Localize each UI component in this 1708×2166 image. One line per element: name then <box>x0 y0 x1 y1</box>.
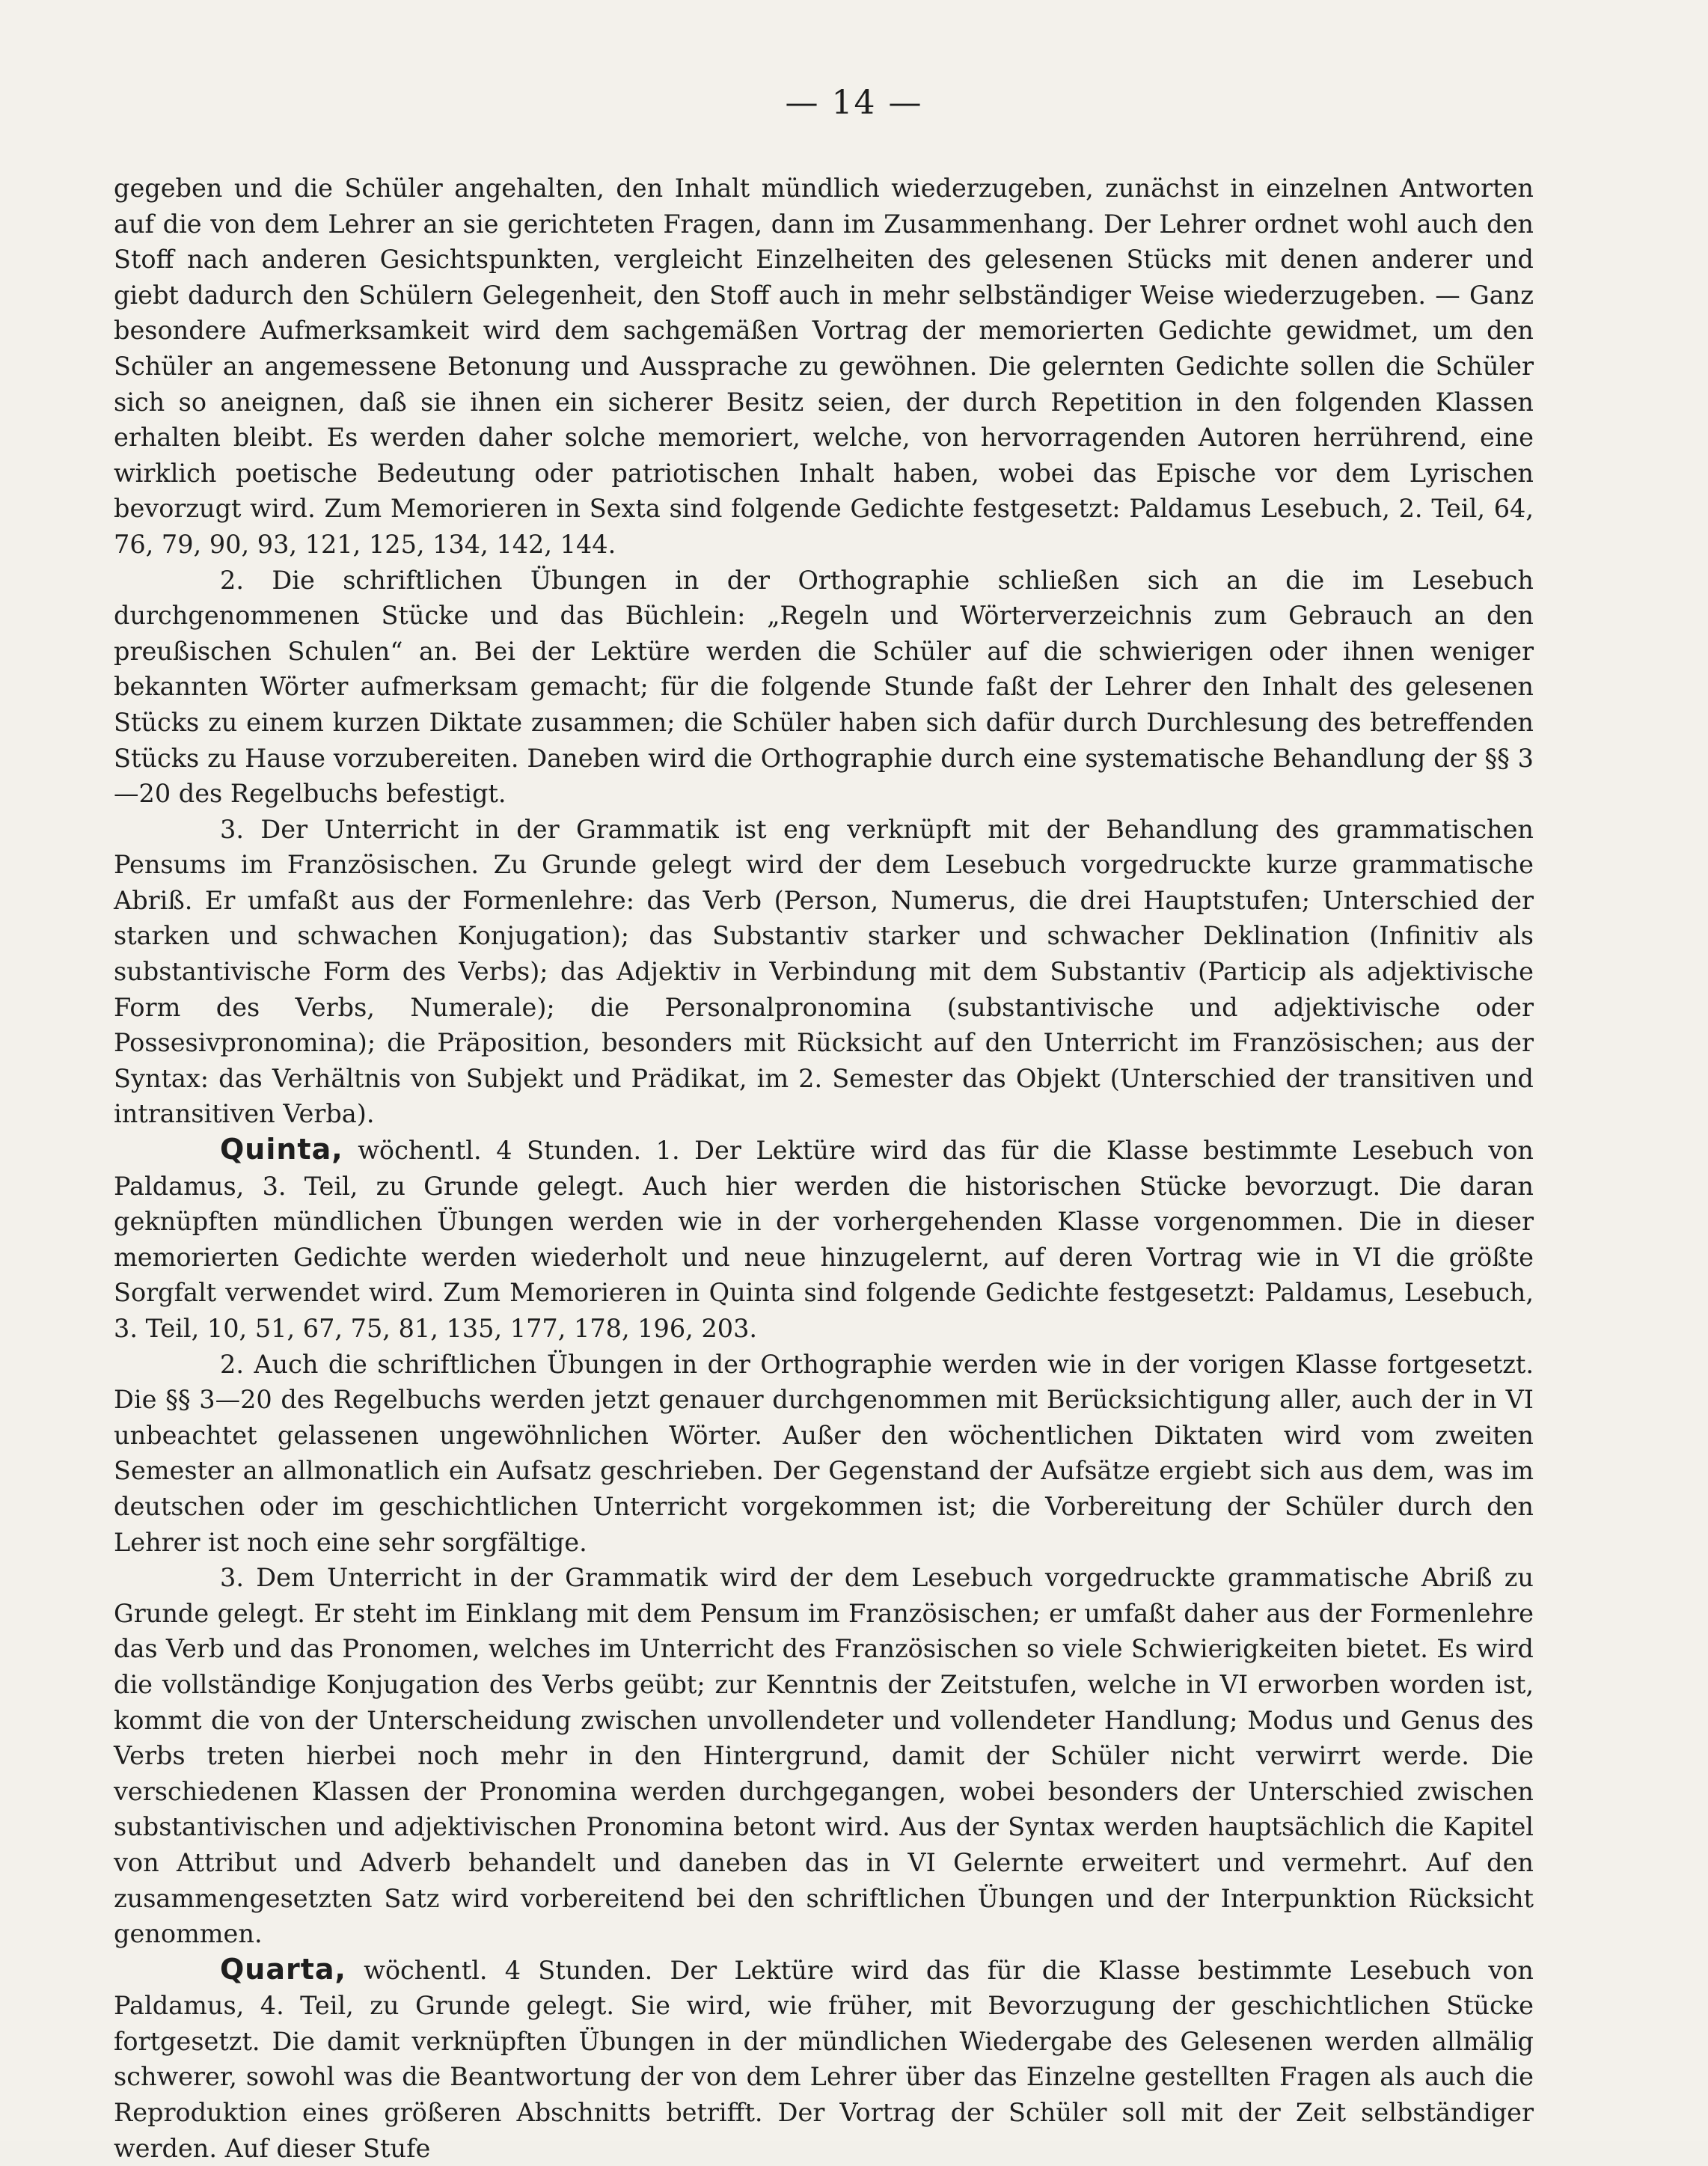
paragraph-quinta <box>114 1132 1534 1347</box>
paragraph-text: wöchentl. 4 Stunden. Der Lektüre wird das für die Klasse bestimmte Lesebuch von Paldamus, 4. Teil, zu Grunde gelegt. Sie wird, wie früher, mit Bevorzugung der geschichtlichen Stücke fortgesetzt. Die damit verknüpften Übungen in der mündlichen Wiedergabe des Gelesenen werden allmälig schwerer, sowohl was die Beantwortung der von dem Lehrer über das Einzelne gestellten Fragen als auch die Reproduktion eines größeren Abschnitts betrifft. Der Vortrag der Schüler soll mit der Zeit selbständiger werden. Auf dieser Stufe <box>114 1955 1534 2163</box>
paragraph-quarta <box>114 1952 1534 2166</box>
paragraph-text: 3. Dem Unterricht in der Grammatik wird der dem Lesebuch vorgedruckte grammatische Abriß zu Grunde gelegt. Er steht im Einklang mit dem Pensum im Französischen; er umfaßt daher aus der Formenlehre das Verb und das Pronomen, welches im Unterricht des Französischen so viele Schwierigkeiten bietet. Es wird die vollständige Konjugation des Verbs geübt; zur Kenntnis der Zeitstufen, welche in VI erworben worden ist, kommt die von der Unterscheidung zwischen unvollendeter und vollendeter Handlung; Modus und Genus des Verbs treten hierbei noch mehr in den Hintergrund, damit der Schüler nicht verwirrt werde. Die verschiedenen Klassen der Pronomina werden durchgegangen, wobei besonders der Unterschied zwischen substantivischen und adjektivischen Pronomina betont wird. Aus der Syntax werden hauptsächlich die Kapitel von Attribut und Adverb behandelt und daneben das in VI Gelernte erweitert und vermehrt. Auf den zusammengesetzten Satz wird vorbereitend bei den schriftlichen Übungen und der Interpunktion Rücksicht genommen. <box>114 1563 1534 1949</box>
body-text <box>114 171 1534 2166</box>
paragraph-text: wöchentl. 4 Stunden. 1. Der Lektüre wird das für die Klasse bestimmte Lesebuch von Paldamus, 3. Teil, zu Grunde gelegt. Auch hier werden die historischen Stücke bevorzugt. Die daran geknüpften mündlichen Übungen werden wie in der vorhergehenden Klasse vorgenommen. Die in dieser memorierten Gedichte werden wiederholt und neue hinzugelernt, auf deren Vortrag wie in VI die größte Sorgfalt verwendet wird. Zum Memorieren in Quinta sind folgende Gedichte festgesetzt: Paldamus, Lesebuch, 3. Teil, 10, 51, 67, 75, 81, 135, 177, 178, 196, 203. <box>114 1136 1534 1343</box>
page-number: — 14 — <box>785 84 923 122</box>
paragraph-text: 2. Auch die schriftlichen Übungen in der Orthographie werden wie in der vorigen Klasse fortgesetzt. Die §§ 3—20 des Regelbuchs werden jetzt genauer durchgenommen mit Berücksichtigung aller, auch der in VI unbeachtet gelassenen ungewöhnlichen Wörter. Außer den wöchentlichen Diktaten wird vom zweiten Semester an allmonatlich ein Aufsatz geschrieben. Der Gegenstand der Aufsätze ergiebt sich aus dem, was im deutschen oder im geschichtlichen Unterricht vorgekommen ist; die Vorbereitung der Schüler durch den Lehrer ist noch eine sehr sorgfältige. <box>114 1349 1534 1557</box>
paragraph-text: gegeben und die Schüler angehalten, den Inhalt mündlich wiederzugeben, zunächst in einzelnen Antworten auf die von dem Lehrer an sie gerichteten Fragen, dann im Zusammenhang. Der Lehrer ordnet wohl auch den Stoff nach anderen Gesichtspunkten, vergleicht Einzelheiten des gelesenen Stücks mit denen anderer und giebt dadurch den Schülern Gelegenheit, den Stoff auch in mehr selbständiger Weise wiederzugeben. — Ganz besondere Aufmerksamkeit wird dem sachgemäßen Vortrag der memorierten Gedichte gewidmet, um den Schüler an angemessene Betonung und Aussprache zu gewöhnen. Die gelernten Gedichte sollen die Schüler sich so aneignen, daß sie ihnen ein sicherer Besitz seien, der durch Repetition in den folgenden Klassen erhalten bleibt. Es werden daher solche memoriert, welche, von hervorragenden Autoren herrührend, eine wirklich poetische Bedeutung oder patriotischen Inhalt haben, wobei das Epische vor dem Lyrischen bevorzugt wird. Zum Memorieren in Sexta sind folgende Gedichte festgesetzt: Paldamus Lesebuch, 2. Teil, 64, 76, 79, 90, 93, 121, 125, 134, 142, 144. <box>114 174 1534 559</box>
paragraph-sexta-continued <box>114 171 1534 563</box>
paragraph-sexta-grammatik <box>114 812 1534 1132</box>
paragraph-text: 3. Der Unterricht in der Grammatik ist eng verknüpft mit der Behandlung des grammatischen Pensums im Französischen. Zu Grunde gelegt wird der dem Lesebuch vorgedruckte kurze grammatische Abriß. Er umfaßt aus der Formenlehre: das Verb (Person, Numerus, die drei Hauptstufen; Unterschied der starken und schwachen Konjugation); das Substantiv starker und schwacher Deklination (Infinitiv als substantivische Form des Verbs); das Adjektiv in Verbindung mit dem Substantiv (Particip als adjektivische Form des Verbs, Numerale); die Personalpronomina (substantivische und adjektivische oder Possesivpronomina); die Präposition, besonders mit Rücksicht auf den Unterricht im Französischen; aus der Syntax: das Verhältnis von Subjekt und Prädikat, im 2. Semester das Objekt (Unterschied der transitiven und intransitiven Verba). <box>114 814 1534 1129</box>
section-heading-quarta: Quarta, <box>220 1952 346 1986</box>
paragraph-quinta-orthographie <box>114 1347 1534 1561</box>
section-heading-quinta: Quinta, <box>220 1133 343 1166</box>
paragraph-sexta-orthographie <box>114 563 1534 812</box>
paragraph-quinta-grammatik <box>114 1560 1534 1952</box>
paragraph-text: 2. Die schriftlichen Übungen in der Orthographie schließen sich an die im Lesebuch durchgenommenen Stücke und das Büchlein: „Regeln und Wörterverzeichnis zum Gebrauch an den preußischen Schulen“ an. Bei der Lektüre werden die Schüler auf die schwierigen oder ihnen weniger bekannten Wörter aufmerksam gemacht; für die folgende Stunde faßt der Lehrer den Inhalt des gelesenen Stücks zu einem kurzen Diktate zusammen; die Schüler haben sich dafür durch Durchlesung des betreffenden Stücks zu Hause vorzubereiten. Daneben wird die Orthographie durch eine systematische Behandlung der §§ 3—20 des Regelbuchs befestigt. <box>114 565 1534 809</box>
